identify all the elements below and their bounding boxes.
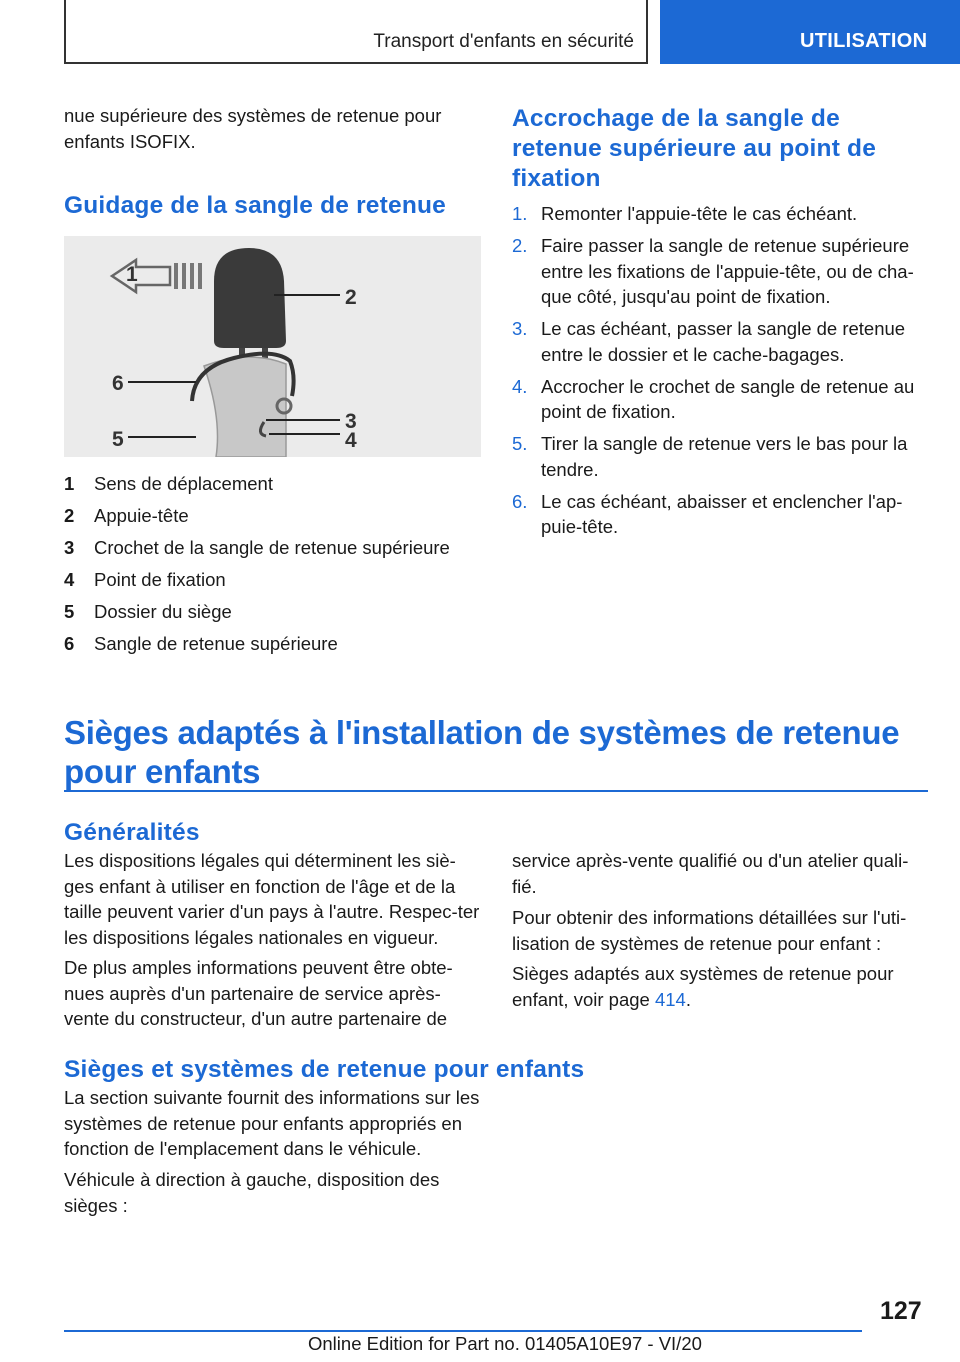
step-item: 1. Remonter l'appuie-tête le cas échéant. xyxy=(512,203,858,224)
callout-2: 2 xyxy=(345,286,357,309)
header-section-title: Transport d'enfants en sécurité xyxy=(373,31,634,52)
header-chapter-tab[interactable] xyxy=(660,0,960,64)
header-section-tab xyxy=(64,0,648,64)
legend-item: 2 Appuie-tête xyxy=(64,505,189,526)
continuation-line-1: nue supérieure des systèmes de retenue pour xyxy=(64,105,442,126)
callout-4: 4 xyxy=(345,429,357,452)
legend-item: 6 Sangle de retenue supérieure xyxy=(64,633,338,654)
header-chapter-title: UTILISATION xyxy=(800,30,928,52)
guidance-heading: Guidage de la sangle de retenue xyxy=(64,192,446,219)
callout-3: 3 xyxy=(345,410,357,433)
step-item: 2. Faire passer la sangle de retenue supérieure entre les fixations de l'appuie-tête, ou de cha-que côté, jusqu'au point de fixation. xyxy=(512,235,914,307)
legend-item: 4 Point de fixation xyxy=(64,569,226,590)
attach-heading: Accrochage de la sangle de retenue supérieure au point de fixation xyxy=(512,105,877,192)
figure-legend xyxy=(64,468,484,660)
legend-item: 3 Crochet de la sangle de retenue supérieure xyxy=(64,537,450,558)
legend-item: 5 Dossier du siège xyxy=(64,601,232,622)
legend-item: 1 Sens de déplacement xyxy=(64,473,273,494)
callout-1: 1 xyxy=(126,263,138,286)
seats-paragraph-1: La section suivante fournit des informations sur les systèmes de retenue pour enfants appropriés en fonction de l'emplacement dans le véhicule. xyxy=(64,1087,480,1159)
headrest-diagram xyxy=(64,236,481,457)
seatback-shape xyxy=(204,357,286,457)
seats-paragraph-2: Véhicule à direction à gauche, disposition des sièges : xyxy=(64,1169,440,1216)
continuation-text xyxy=(64,103,484,154)
callout-5: 5 xyxy=(112,428,124,451)
generalites-paragraph-1: Les dispositions légales qui déterminent les siè-ges enfant à utiliser en fonction de l'âge et de la taille peuvent varier d'un pays à l'autre. Respec-ter les dispositions légales nationales en vigueur. xyxy=(64,850,480,948)
strap-guidance-figure xyxy=(64,236,481,457)
direction-arrow-icon xyxy=(112,260,170,292)
page-number: 127 xyxy=(880,1297,922,1325)
section-divider xyxy=(64,790,928,792)
generalites-paragraph-5: Sièges adaptés aux systèmes de retenue pour enfant, voir page 414. xyxy=(512,963,894,1010)
seats-heading: Sièges et systèmes de retenue pour enfants xyxy=(64,1056,585,1083)
step-item: 5. Tirer la sangle de retenue vers le bas pour la tendre. xyxy=(512,433,908,480)
step-item: 4. Accrocher le crochet de sangle de retenue au point de fixation. xyxy=(512,375,915,422)
continuation-line-2: enfants ISOFIX. xyxy=(64,130,196,152)
generalites-paragraph-3: service après-vente qualifié ou d'un atelier quali-fié. xyxy=(512,850,909,897)
headrest-shape xyxy=(214,248,286,348)
footer-divider xyxy=(64,1330,862,1332)
section-title: Sièges adaptés à l'installation de systèmes de retenue pour enfants xyxy=(64,714,900,790)
callout-6: 6 xyxy=(112,372,124,395)
generalites-paragraph-2: De plus amples informations peuvent être obte-nues auprès d'un partenaire de service après-vente du constructeur, d'un autre partenaire de xyxy=(64,957,453,1029)
generalites-heading: Généralités xyxy=(64,819,200,846)
step-item: 3. Le cas échéant, passer la sangle de retenue entre le dossier et le cache-bagages. xyxy=(512,318,906,365)
page-reference-link[interactable]: 414 xyxy=(654,988,686,1010)
step-item: 6. Le cas échéant, abaisser et enclencher l'ap-puie-tête. xyxy=(512,490,903,537)
attach-steps-list xyxy=(512,201,932,546)
footer-edition: Online Edition for Part no. 01405A10E97 - VI/20 xyxy=(308,1333,702,1354)
generalites-paragraph-4: Pour obtenir des informations détaillées sur l'uti-lisation de systèmes de retenue pour enfant : xyxy=(512,907,907,954)
